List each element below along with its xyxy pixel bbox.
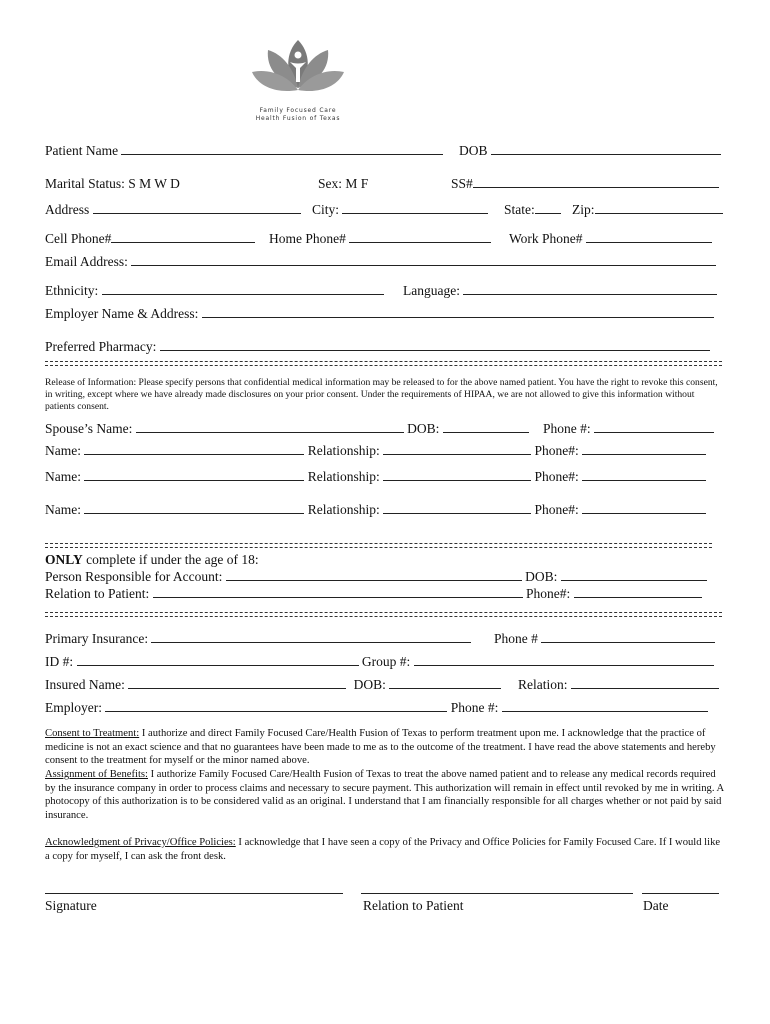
- row-language: [403, 283, 717, 299]
- spouse-name-field[interactable]: [136, 421, 404, 433]
- dob-field[interactable]: [491, 143, 721, 155]
- insured-dob-field[interactable]: [389, 677, 501, 689]
- id-label: ID #:: [45, 654, 74, 669]
- phone-label: Phone#:: [534, 443, 579, 458]
- minor-dob-field[interactable]: [561, 569, 707, 581]
- employer-label: Employer Name & Address:: [45, 306, 199, 321]
- logo-line-2: Health Fusion of Texas: [255, 115, 341, 122]
- row-pharmacy: [45, 339, 710, 355]
- insurance-phone-field[interactable]: [541, 631, 715, 643]
- row-state: [504, 202, 561, 218]
- relationship-field[interactable]: [383, 502, 531, 514]
- insured-name-field[interactable]: [128, 677, 346, 689]
- insurance-employer-phone-label: Phone #:: [450, 700, 499, 715]
- pharmacy-label: Preferred Pharmacy:: [45, 339, 157, 354]
- group-label: Group #:: [361, 654, 411, 669]
- privacy-text: I acknowledge that I have seen a copy of the Privacy and Office Policies for Family Focused Care. If I would like a copy for myself, I can ask the front desk.: [45, 837, 721, 862]
- divider: [45, 547, 712, 548]
- patient-name-field[interactable]: [121, 143, 443, 155]
- marital-status[interactable]: Marital Status: S M W D: [45, 176, 180, 191]
- consent-treatment-text: I authorize and direct Family Focused Care/Health Fusion of Texas to perform treatment upon me. I acknowledge that the practice of medicine is not an exact science and that no guarantees have been made to me as to the outcome of the treatment. I have read the above statements and hereby consent to the treatment for myself or the minor named above.: [45, 728, 716, 767]
- language-label: Language:: [403, 283, 460, 298]
- insured-relation-field[interactable]: [571, 677, 719, 689]
- ss-label: SS#: [451, 176, 473, 191]
- release-row-3: [45, 502, 706, 518]
- relation-to-patient-field[interactable]: [361, 893, 633, 894]
- minor-dob-label: DOB:: [525, 569, 558, 584]
- name-field[interactable]: [84, 502, 304, 514]
- state-label: State:: [504, 202, 535, 217]
- assignment-of-benefits: [45, 768, 725, 822]
- row-spouse-phone: [543, 421, 714, 437]
- sex[interactable]: Sex: M F: [318, 176, 369, 191]
- minor-phone-field[interactable]: [574, 586, 702, 598]
- row-zip: [572, 202, 723, 218]
- row-ss: [451, 176, 719, 192]
- row-insured-name: [45, 677, 501, 693]
- ethnicity-label: Ethnicity:: [45, 283, 99, 298]
- divider: [45, 612, 722, 613]
- relationship-field[interactable]: [383, 469, 531, 481]
- address-label: Address: [45, 202, 90, 217]
- row-cell-phone: [45, 231, 255, 247]
- row-address: [45, 202, 301, 218]
- relationship-label: Relationship:: [307, 469, 380, 484]
- row-spouse: [45, 421, 529, 437]
- consent-to-treatment: [45, 727, 725, 768]
- group-field[interactable]: [414, 654, 714, 666]
- relationship-field[interactable]: [383, 443, 531, 455]
- insured-dob-label: DOB:: [353, 677, 386, 692]
- release-of-information-text: Release of Information: Please specify persons that confidential medical information may be released to for the above named patient. You have the right to revoke this consent, in writing, except where we have already made disclosures on your prior consent. Under the requirements of HIPAA, we are not allowed to give this information without patients consent.: [45, 377, 718, 413]
- consent-treatment-heading: Consent to Treatment:: [45, 728, 140, 739]
- primary-insurance-field[interactable]: [151, 631, 471, 643]
- insurance-employer-field[interactable]: [105, 700, 447, 712]
- row-work-phone: [509, 231, 712, 247]
- ss-field[interactable]: [473, 176, 719, 188]
- row-employer: [45, 306, 714, 322]
- only-label: ONLY: [45, 552, 83, 567]
- relationship-label: Relationship:: [307, 502, 380, 517]
- row-insured-relation: [518, 677, 719, 693]
- spouse-dob-label: DOB:: [407, 421, 440, 436]
- relationship-label: Relationship:: [307, 443, 380, 458]
- minor-heading: [45, 552, 259, 568]
- date-field[interactable]: [642, 893, 719, 894]
- city-label: City:: [312, 202, 340, 217]
- spouse-dob-field[interactable]: [443, 421, 529, 433]
- logo-line-1: Family Focused Care: [259, 107, 337, 114]
- relation-field[interactable]: [153, 586, 523, 598]
- relation-to-patient-label: Relation to Patient: [363, 898, 464, 913]
- minor-phone-label: Phone#:: [526, 586, 571, 601]
- signature-label: Signature: [45, 898, 97, 913]
- divider: [45, 616, 722, 617]
- insurance-phone-label: Phone #: [494, 631, 538, 646]
- signature-field[interactable]: [45, 893, 343, 894]
- zip-field[interactable]: [595, 202, 723, 214]
- divider: [45, 365, 722, 366]
- row-id: [45, 654, 714, 670]
- email-label: Email Address:: [45, 254, 128, 269]
- minor-heading-rest: complete if under the age of 18:: [82, 552, 259, 567]
- spouse-phone-field[interactable]: [594, 421, 714, 433]
- row-insurance-phone: [494, 631, 715, 647]
- row-relation: [45, 586, 702, 602]
- insurance-employer-label: Employer:: [45, 700, 102, 715]
- home-phone-label: Home Phone#: [269, 231, 346, 246]
- release-row-2: [45, 469, 706, 485]
- phone-label: Phone#:: [534, 502, 579, 517]
- cell-phone-field[interactable]: [111, 231, 255, 243]
- benefits-heading: Assignment of Benefits:: [45, 769, 148, 780]
- address-field[interactable]: [93, 202, 301, 214]
- spouse-name-label: Spouse’s Name:: [45, 421, 133, 436]
- pharmacy-field[interactable]: [160, 339, 710, 351]
- row-person-responsible: [45, 569, 707, 585]
- zip-label: Zip:: [572, 202, 595, 217]
- work-phone-field[interactable]: [586, 231, 712, 243]
- phone-field[interactable]: [582, 502, 706, 514]
- person-responsible-field[interactable]: [226, 569, 522, 581]
- relation-label: Relation to Patient:: [45, 586, 150, 601]
- person-responsible-label: Person Responsible for Account:: [45, 569, 223, 584]
- insured-relation-label: Relation:: [518, 677, 568, 692]
- primary-insurance-label: Primary Insurance:: [45, 631, 149, 646]
- work-phone-label: Work Phone#: [509, 231, 583, 246]
- employer-field[interactable]: [202, 306, 714, 318]
- name-field[interactable]: [84, 469, 304, 481]
- email-field[interactable]: [131, 254, 716, 266]
- phone-field[interactable]: [582, 443, 706, 455]
- privacy-acknowledgment: [45, 836, 725, 863]
- row-city: [312, 202, 488, 218]
- name-field[interactable]: [84, 443, 304, 455]
- benefits-text: I authorize Family Focused Care/Health Fusion of Texas to treat the above named patient and to release any medical records required by the insurance company in order to process claims and necessary to secure payment. This authorization will remain in effect until revoked by me in writing. A photocopy of this authorization is to be considered valid as an original. I understand that I am financially responsible for all charges whether or not paid by said insurance.: [45, 769, 724, 821]
- name-label: Name:: [45, 502, 81, 517]
- row-email: [45, 254, 716, 270]
- lotus-logo-icon: [248, 38, 348, 100]
- row-patient-name: [45, 143, 443, 159]
- privacy-heading: Acknowledgment of Privacy/Office Policies:: [45, 837, 236, 848]
- id-field[interactable]: [77, 654, 359, 666]
- city-field[interactable]: [342, 202, 488, 214]
- row-dob: [459, 143, 721, 159]
- phone-field[interactable]: [582, 469, 706, 481]
- phone-label: Phone#:: [534, 469, 579, 484]
- insurance-employer-phone-field[interactable]: [502, 700, 708, 712]
- spouse-phone-label: Phone #:: [543, 421, 591, 436]
- name-label: Name:: [45, 443, 81, 458]
- row-ethnicity: [45, 283, 384, 299]
- divider: [45, 543, 712, 544]
- row-primary-insurance: [45, 631, 471, 647]
- dob-label: DOB: [459, 143, 488, 158]
- row-insurance-employer: [45, 700, 708, 716]
- divider: [45, 361, 722, 362]
- name-label: Name:: [45, 469, 81, 484]
- state-field[interactable]: [535, 202, 561, 214]
- language-field[interactable]: [463, 283, 717, 295]
- date-label: Date: [643, 898, 669, 913]
- logo: [248, 38, 348, 122]
- ethnicity-field[interactable]: [102, 283, 384, 295]
- release-row-1: [45, 443, 706, 459]
- insured-name-label: Insured Name:: [45, 677, 125, 692]
- home-phone-field[interactable]: [349, 231, 491, 243]
- patient-name-label: Patient Name: [45, 143, 119, 158]
- cell-phone-label: Cell Phone#: [45, 231, 112, 246]
- row-home-phone: [269, 231, 491, 247]
